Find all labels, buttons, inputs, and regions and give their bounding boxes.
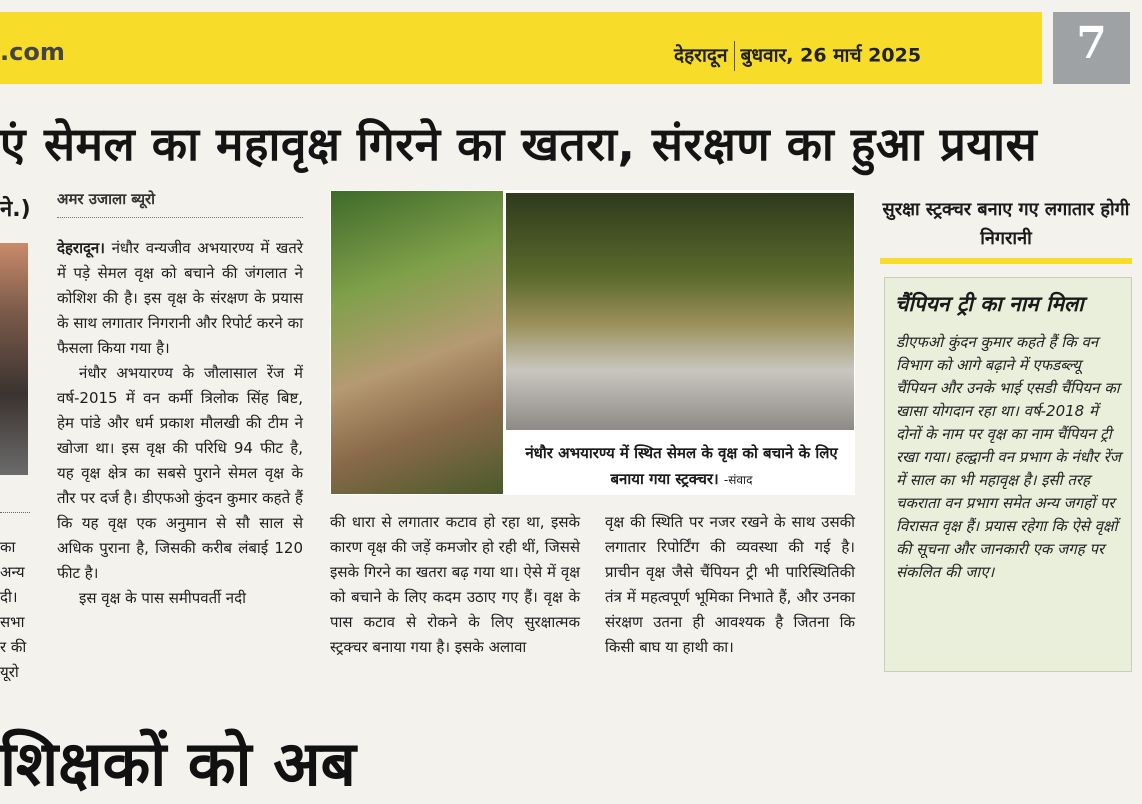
left-text-line: दी। — [0, 588, 18, 606]
article-column-2 — [330, 510, 580, 660]
photo-caption — [509, 440, 854, 493]
paragraph: इस वृक्ष के पास समीपवर्ती नदी — [79, 589, 246, 607]
page-number: 7 — [1076, 18, 1107, 69]
dateline-separator — [734, 41, 735, 71]
left-divider — [0, 512, 30, 513]
sidebar-box-title: चैंपियन ट्री का नाम मिला — [895, 292, 1084, 316]
paragraph: नंधौर अभयारण्य के जौलासाल रेंज में वर्ष-2015 में वन कर्मी त्रिलोक सिंह बिष्ट, हेम पांडे और धर्म प्रकाश मौलखी की टीम ने खोजा था। इस वृक्ष की परिधि 94 फीट है, यह वृक्ष क्षेत्र का सबसे पुराने सेमल वृक्ष के तौर पर दर्ज है। डीएफओ कुंदन कुमार कहते हैं कि यह वृक्ष एक अनुमान से सौ साल से अधिक पुराना है, जिसकी करीब लंबाई 120 फीट है। — [57, 364, 303, 582]
headline-lead-fragment: एं — [0, 117, 26, 171]
left-photo-fragment — [0, 243, 28, 475]
semal-tree-photo — [331, 191, 503, 494]
left-text-line: का — [0, 538, 16, 556]
paragraph: की धारा से लगातार कटाव हो रहा था, इसके कारण वृक्ष की जड़ें कमजोर हो रही थीं, जिससे इसके गिरने का खतरा बढ़ गया था। ऐसे में वृक्ष को बचाने के लिए कदम उठाए गए हैं। वृक्ष के पास कटाव से रोकने के लिए सुरक्षात्मक स्ट्रक्चर बनाया गया है। इसके अलावा — [330, 513, 580, 656]
left-text-line: यूरो — [0, 663, 19, 681]
left-text-line: र की — [0, 638, 27, 656]
dateline-kicker: देहरादून। — [57, 239, 105, 257]
protective-structure-photo — [506, 193, 854, 430]
left-text-line: सभा — [0, 613, 25, 631]
byline-divider — [57, 217, 303, 218]
dateline-city: देहरादून — [674, 44, 728, 67]
photo-credit: -संवाद — [723, 473, 753, 487]
sidebar-box-text: डीएफओ कुंदन कुमार कहते हैं कि वन विभाग को आगे बढ़ाने में एफडब्ल्यू चैंपियन और उनके भाई एसडी चैंपियन का खासा योगदान रहा था। वर्ष-2018 में दोनों के नाम पर वृक्ष का नाम चैंपियन ट्री रखा गया। हल्द्वानी वन प्रभाग के नंधौर रेंज में साल का भी महावृक्ष है। इसी तरह चकराता वन प्रभाग समेत अन्य जगहों पर विरासत वृक्ष हैं। प्रयास रहेगा कि ऐसे वृक्षों की सूचना और जानकारी एक जगह पर संकलित की जाए। — [896, 333, 1121, 581]
left-column-fragment: ने.) — [0, 197, 31, 222]
paragraph: वृक्ष की स्थिति पर नजर रखने के साथ उसकी लगातार रिपोर्टिंग की व्यवस्था की गई है। प्राचीन वृक्ष जैसे चैंपियन ट्री भी पारिस्थितिकी तंत्र में महत्वपूर्ण भूमिका निभाते हैं, और उनका संरक्षण उतना ही आवश्यक है जितना कि किसी बाघ या हाथी का। — [605, 513, 855, 656]
article-column-3 — [605, 510, 855, 660]
next-headline-fragment: शिक्षकों को अब — [0, 727, 356, 800]
sidebar-title: सुरक्षा स्ट्रक्चर बनाए गए लगातार होगी निगरानी — [882, 199, 1130, 249]
dateline — [674, 41, 921, 71]
left-text-line: अन्य — [0, 563, 25, 581]
caption-text: नंधौर अभयारण्य में स्थित सेमल के वृक्ष को बचाने के लिए बनाया गया स्ट्रक्चर। — [525, 444, 838, 488]
site-url-fragment: .com — [0, 38, 65, 66]
dateline-date: बुधवार, 26 मार्च 2025 — [740, 44, 922, 67]
headline — [0, 112, 1037, 174]
byline: अमर उजाला ब्यूरो — [57, 190, 156, 208]
paragraph: नंधौर वन्यजीव अभयारण्य में खतरे में पड़े सेमल वृक्ष को बचाने की जंगलात ने कोशिश की है। इस वृक्ष के संरक्षण के प्रयास के साथ लगातार निगरानी और रिपोर्ट करने का फैसला किया गया है। — [57, 239, 303, 357]
article-column-1 — [57, 236, 303, 611]
headline-text: सेमल का महावृक्ष गिरने का खतरा, संरक्षण का हुआ प्रयास — [43, 117, 1038, 171]
sidebar-divider — [880, 258, 1132, 264]
